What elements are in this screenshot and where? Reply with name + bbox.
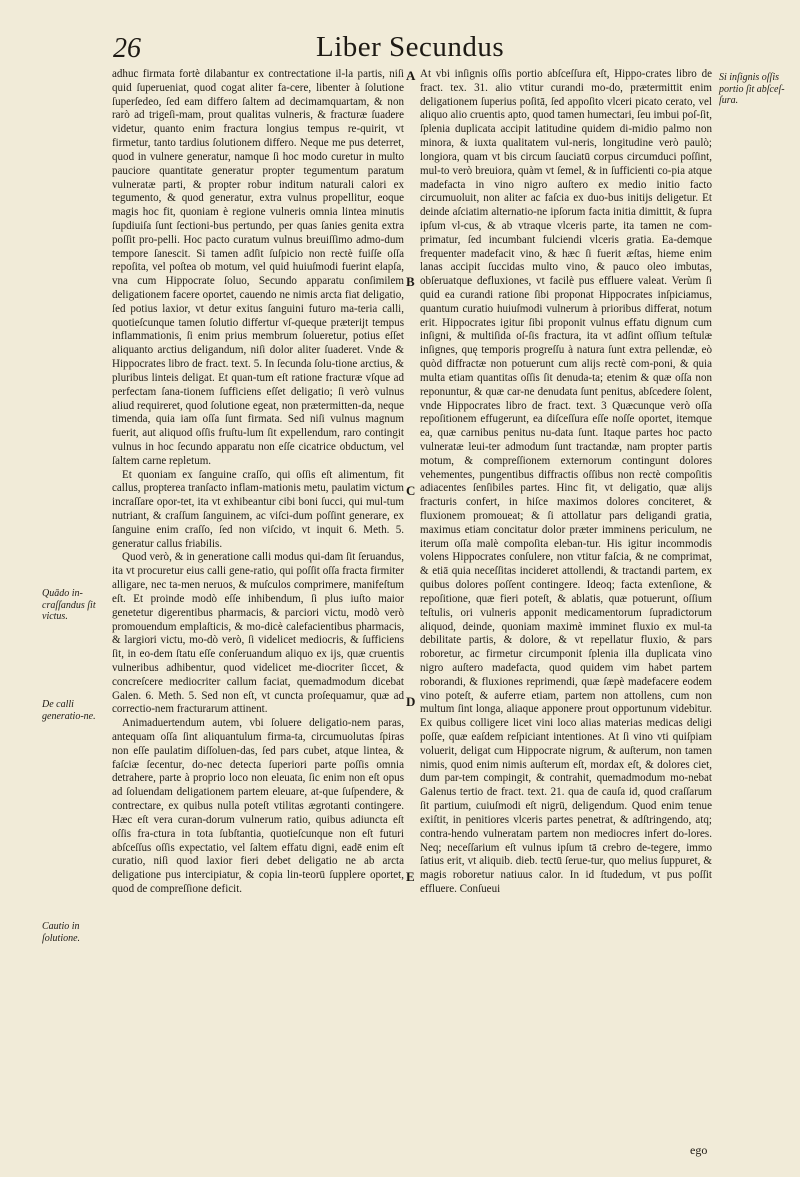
paragraph: Animaduertendum autem, vbi ſoluere deligatio-nem paras, antequam oſſa ſint aliquantulum firma-ta, circumuolutas ſpiras non eſſe paulatim diſſoluen-das, ſed pars cubet, atque lintea, & faſciæ ſecentur, do-nec detecta ſuperiori parte poſſis omnia detrahere, parte à proprio loco non eleuata, ſic enim non eſt opus ad ſoluendam deligationem partem eleuare, at-que ſuſpendere, & contrectare, ex quibus nulla poteſt vtilitas ægrotanti contingere. Hæc eſt vera curan-dorum vulnerum ratio, quibus adiuncta eſt oſſis fra-ctura in tota ſubſtantia, quotieſcunque non eſt futuri abſceſſus oſſis expectatio, vel ſaltem effatu digni, eadē enim eſt curatio, niſi quod laxior fieri debet deligatio ne ab arcta deligatione pus intercipiatur, & copia lin-teorū ſupplere oportet, quod de compreſſione deficit.	[112, 717, 404, 895]
left-text-column	[112, 68, 404, 1168]
margin-note: Si inſignis oſſis portio ſit abſceſ-ſura.	[719, 72, 785, 106]
margin-note: De calli generatio-ne.	[42, 699, 96, 722]
section-letter-b: B	[406, 274, 415, 289]
paragraph: At vbi inſignis oſſis portio abſceſſura eſt, Hippo-crates libro de fract. tex. 31. alio vtitur curandi mo-do, prætermittit enim deligationem ſuperius poſitā, ſed appoſito vlceri picato cerato, vel aliquo alio cruentis apto, quod tamen humectari, ſeu imbui poſ-ſit, ſplenia duplicata accipit latitudine quidem di-midio palmo non minora, & iuxta qualitatem vul-neris, longitudine verò paulò; longiora, quam vt bis circum ſauciatū corpus circumduci poſſint, mul-to verò breuiora, quàm vt ſemel, & in ſufficienti co-pia atque madefacta in vino nigro auſtero ex medio initio facto circumuoluit, non aliter ac faſcia ex duo-bus initijs deligetur. Et deinde aſciatim alternatio-ne ipſorum facta initia dimittit, & ſupra ipſum vl-cus, & ab vtraque vlceris parte, ita tamen ne com-primatur, ſed incumbant fulciendi vlceris gratia. Ea-demque frequenter madefacit vino, & hæc ſi fuerit æſtas, hieme enim lanas accipit ſuccidas multo vino, & pauco oleo imbutas, obſeruatque defluxiones, vt facilè pus effluere valeat. Verùm ſi quid ea curandi ratione ſibi proponat Hippocrates inſpiciamus, quantum curatio huiuſmodi vulnerum à prioribus differat, notum erit. Hippocrates igitur ſibi proponit vulnus effatu dignum cum inſigni, & multiſida oſ-ſis fractura, ita vt adſint oſſium teſtulæ inſignes, quę temporis progreſſu à natura ſunt extra pellendæ, eò quòd diffractæ non potuerunt cum alijs rectè com-poni, & quia multa etiam quantitas oſſis ſit denuda-ta; etenim & quæ oſſa non reponuntur, & quæ car-ne denudata ſunt penitus, abſcedere ſolent, vnde Hippocrates libro de fract. text. 3 Quæcunque verò oſſa repoſitionem effugerunt, ea diſceſſura eſſe noſſe oportet, itemque ea, quæ carnibus penitus nu-data ſunt. Itaque partes hoc pacto vulneratæ leui-ter admodum ſunt tractandæ, nam propter partis motum, & compreſſionem externorum contingunt dolores vehementes, pungentibus diffractis oſſibus non rectè compoſitis adiacentes ſenſibiles partes. Hinc fit, vt deligatio, quæ alijs fracturis confert, in hiſce maximos dolores conciteret, & fluxionem promoueat; & ſi attollatur pars deligandi gratia, maximus etiam concitatur dolor præter imminens periculum, ne iterum oſſa malè compoſita eleban-tur. His igitur incommodis volens Hippocrates conſulere, non vtitur faſcia, & ne comprimat, & etiā quia neceſſitas incideret attollendi, & tractandi partem, ex quibus dolores poſſent contingere. Ideoq; facta extenſione, & repoſitione, quæ fieri poteſt, & ablatis, quæ potuerunt, oſſium teſtulis, ori vulneris apponit medicamentorum ſupradictorum aliquod, deinde, quoniam maximè imminet fluxio ex mul-ta debilitate partis, & dolore, & vt repellatur fluxio, & pars roboretur, ac firmetur circumponit ſplenia illa duplicata vino nigro auſtero madefacta, quod quidem vim habet partem roborandi, & fluxiones reprimendi, quæ ſæpè madefacere eodem vino poteſt, & auferre etiam, partem non attollens, cum non multum ſint longa, aliaque apponere prout opportunum videbitur. Ex quibus colligere licet vini loco alias materias medicas deligi poſſe, quæ eaſdem reſpiciant intentiones. At ſi vino vti quiſpiam voluerit, deligat cum Hippocrate nigrum, & auſterum, non tamen nimis, quod enim nimis auſterum eſt, mordax eſt, & dolores ciet, dum par-tem compingit, & contrahit, quemadmodum mo-nebat Galenus tertio de fract. text. 21. qua de cauſa id, quod craſſarum ſit partium, cuiuſmodi eſt nigrū, deligendum. Quod enim tenue exiſtit, in penitiores vlceris partes penetrat, & adſtringendo, atq; contra-hendo vulneratam partem non mediocres infert do-lores. Neq; neceſſarium eſt vulnus ipſum tā crebro de-tegere, immo ſatius erit, vt aliquib. dieb. tectū ſerue-tur, quo melius ſuppuret, & magis roboretur natiuus calor. In id ſtudedum, vt pus poſſit effluere. Conſueui	[420, 68, 712, 895]
section-letter-d: D	[406, 694, 416, 709]
paragraph: Quod verò, & in generatione calli modus qui-dam ſit ſeruandus, ita vt procuretur eius calli gene-ratio, qui poſſit oſſa fracta firmiter alligare, nec ta-men neruos, & muſculos comprimere, manifeſtum eſt. Et proinde modò eſſe inhibendum, ſi plus iuſto maior genetetur digerentibus pharmacis, & parciori victu, modò verò promouendum emplaſticis, & mo-dicè calefacientibus pharmacis, & largiori victu, mo-dò verò, ſi videlicet mediocris, & ſufficiens ſit, in eo-dem ſtatu eſſe conſeruandum aliquo ex ijs, quæ cruentis vulneribus adhibentur, quod videlicet me-diocriter ſiccet, & concreſcere mediocriter callum faciat, quemadmodum dicebat Galen. 6. Meth. 5. Sed non eſt, vt cuncta proſequamur, quæ ad correctio-nem fracturarum attinent.	[112, 551, 404, 716]
paragraph: adhuc firmata fortè dilabantur ex contrectatione il-la partis, niſi quid ſuperueniat, quod cogat aliter fa-cere, libenter à ſolutione ſuperſedeo, ſed eam differo ſaltem ad decimamquartam, & non rarò ad trigeſi-mam, prout qualitas vulneris, & fracturæ ſuadere videtur, quanto enim fractura longius tempus re-quirit, vt firmetur, tanto tardius ſolutionem differo. Neque me pus deterret, quod in vulnere generatur, namque ſi hoc modo curetur in multo pauciore quantitate generatur propter tegumentum paratum vulneratæ parti, & propter robur inditum naturali calori ex tegumento, & quod generatur, extra vulnus propellitur, eoque magis hoc fit, quoniam è regione vulneris omnia lintea minutis ſupdiuiſa ſunt ſectioni-bus pertundo, per quas ſanies genita extra poſſit pro-pelli. Hoc pacto curatum vulnus breuiſſimo admo-dum tempore ſanescit. Si tamen adſit ſuſpicio non rectè fuiſſe oſſa repoſita, vel poſtea ob motum, vel quid huiuſmodi fuerint elapſa, vna cum Hippocrate ſoluo, Secundo apparatu conſimilem deligationem facere oportet, cauendo ne nimis arcta fiat deligatio, ſed potius laxior, vt detur exitus ſanguini futuro ma-teria calli, quotieſcunque tamen ſolutio differtur vſ-queque præterijt tempus inflammationis, ſi enim prius membrum ſolueretur, potius eſſet aliquanto arctius deligandum, niſi dolor aliter ſuaderet. Vnde & Hippocrates libro de fract. text. 5. In ſecunda ſolu-tione arctius, & pluribus linteis deligat. Et quan-tum eſt ratione fracturæ vſque ad perfectam ſana-tionem ſufficiens eſſet deligatio; ſi verò vulnus aliud requireret, quod ſolutione egeat, non prætermitten-da, neque timenda, quia iam oſſa ſunt firmata. Sed niſi vulnus magnum fuerit, aut aliquod oſſis fruſtu-lum ſit expellendum, raro contingit vulnus in hoc ſecundo apparatu non eſſe cicatrice obductum, vel ſaltem carne repletum.	[112, 68, 404, 467]
paragraph: Et quoniam ex ſanguine craſſo, qui oſſis eſt alimentum, fit callus, propterea tranſacto inflam-mationis metu, paulatim victum incraſſare opor-tet, ita vt exhibeantur cibi boni ſucci, qui mul-tum nutriant, & craſſum ſanguinem, ac viſci-dum poſſint generare, ex ſanguine enim craſſo, ſed non viſcido, vt inquit 6. Meth. 5. generatur callus friabilis.	[112, 468, 404, 550]
running-head: Liber Secundus	[316, 31, 505, 63]
section-letter-e: E	[406, 869, 415, 884]
margin-note: Quādo in-craſſandus ſit victus.	[42, 588, 96, 622]
catchword: ego	[690, 1143, 708, 1157]
page-number: 26	[113, 33, 141, 64]
section-letter-c: C	[406, 483, 416, 498]
margin-note: Cautio in ſolutione.	[42, 921, 81, 944]
section-letter-a: A	[406, 68, 416, 83]
right-text-column	[420, 68, 712, 1168]
